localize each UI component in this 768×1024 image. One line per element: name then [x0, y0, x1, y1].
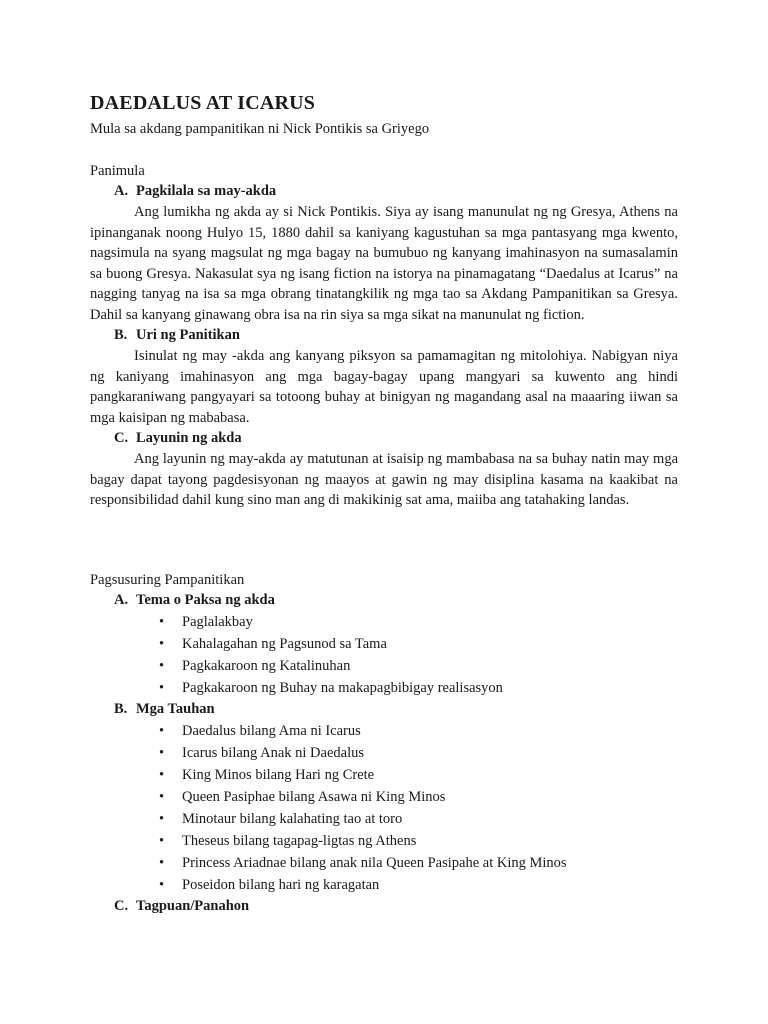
bullet-icon: •	[159, 789, 165, 805]
bullet-icon: •	[159, 723, 165, 739]
list-item: • Kahalagahan ng Pagsunod sa Tama	[90, 633, 678, 655]
bullet-icon: •	[159, 833, 165, 849]
paragraph-layunin: Ang layunin ng may-akda ay matutunan at isaisip ng mambabasa na sa buhay natin may mga bagay dapat tayong pagdesisyonan ng maayos at gawin ng may disiplina kasama na kaakibat na responsibilidad dahil kung sino man ang di makikinig sat ama, maiiba ang tatahaking landas.	[90, 451, 678, 508]
subheading-letter: A.	[114, 592, 129, 608]
subheading-text: Uri ng Panitikan	[136, 327, 240, 343]
subheading-letter: B.	[114, 327, 128, 343]
list-item: • Daedalus bilang Ama ni Icarus	[90, 720, 678, 742]
bullet-icon: •	[159, 636, 165, 652]
list-item: • King Minos bilang Hari ng Crete	[90, 764, 678, 786]
list-tauhan	[90, 720, 678, 896]
subheading-letter: B.	[114, 701, 128, 717]
bullet-icon: •	[159, 614, 165, 630]
bullet-icon: •	[159, 877, 165, 893]
section-label-pagsusuri: Pagsusuring Pampanitikan	[90, 572, 245, 588]
section-panimula	[90, 161, 678, 511]
list-item: • Queen Pasiphae bilang Asawa ni King Minos	[90, 786, 678, 808]
subheading-text: Pagkilala sa may-akda	[136, 183, 277, 199]
list-tema	[90, 611, 678, 699]
bullet-icon: •	[159, 811, 165, 827]
list-item: • Icarus bilang Anak ni Daedalus	[90, 742, 678, 764]
bullet-icon: •	[159, 767, 165, 783]
document-title: DAEDALUS AT ICARUS	[90, 92, 316, 114]
bullet-icon: •	[159, 855, 165, 871]
list-item: • Pagkakaroon ng Buhay na makapagbibigay realisasyon	[90, 677, 678, 699]
list-item: • Paglalakbay	[90, 611, 678, 633]
bullet-icon: •	[159, 658, 165, 674]
paragraph-uri: Isinulat ng may -akda ang kanyang piksyon sa pamamagitan ng mitolohiya. Nabigyan niya ng kaniyang imahinasyon ang mga bagay-bagay upang mangyari sa kuwento ang hindi pangkaraniwang pangyayari sa totoong buhay at binigyan ng magandang asal na maaaring iiwan sa mga kaisipan ng mababasa.	[90, 348, 678, 426]
paragraph-pagkilala: Ang lumikha ng akda ay si Nick Pontikis. Siya ay isang manunulat ng ng Gresya, Athens na ipinanganak noong Hulyo 15, 1880 dahil sa kaniyang kagustuhan sa mga pantasyang mga kwento, nagsimula na syang magsulat ng mga bagay na bumubuo ng kanyang imahinasyon na sumasalamin sa buong Gresya. Nakasulat sya ng isang fiction na istorya na pinamagatang “Daedalus at Icarus” na nagging tanyag na isa sa mga obrang tinatangkilik ng mga tao sa Akdang Pampanitikan sa Gresya. Dahil sa kanyang ginawang obra isa na rin siya sa mga sikat na manunulat ng fiction.	[90, 204, 678, 323]
list-item: • Pagkakaroon ng Katalinuhan	[90, 655, 678, 677]
subheading-text: Tema o Paksa ng akda	[136, 592, 275, 608]
subheading-text: Layunin ng akda	[136, 430, 242, 446]
subheading-letter: C.	[114, 430, 129, 446]
list-item: • Poseidon bilang hari ng karagatan	[90, 874, 678, 896]
section-pagsusuri	[90, 570, 678, 917]
subheading-layunin	[90, 428, 678, 449]
bullet-icon: •	[159, 680, 165, 696]
subheading-uri	[90, 325, 678, 346]
list-item: • Princess Ariadnae bilang anak nila Queen Pasipahe at King Minos	[90, 852, 678, 874]
subheading-text: Tagpuan/Panahon	[136, 898, 250, 914]
list-item: • Theseus bilang tagapag-ligtas ng Athens	[90, 830, 678, 852]
subheading-text: Mga Tauhan	[136, 701, 215, 717]
subheading-pagkilala	[90, 181, 678, 202]
subheading-letter: A.	[114, 183, 129, 199]
section-label-panimula: Panimula	[90, 163, 145, 179]
subheading-tauhan	[90, 699, 678, 720]
bullet-icon: •	[159, 745, 165, 761]
subheading-letter: C.	[114, 898, 129, 914]
subheading-tema	[90, 590, 678, 611]
list-item: • Minotaur bilang kalahating tao at toro	[90, 808, 678, 830]
subheading-tagpuan	[90, 896, 678, 917]
document-subtitle: Mula sa akdang pampanitikan ni Nick Pontikis sa Griyego	[90, 121, 430, 137]
